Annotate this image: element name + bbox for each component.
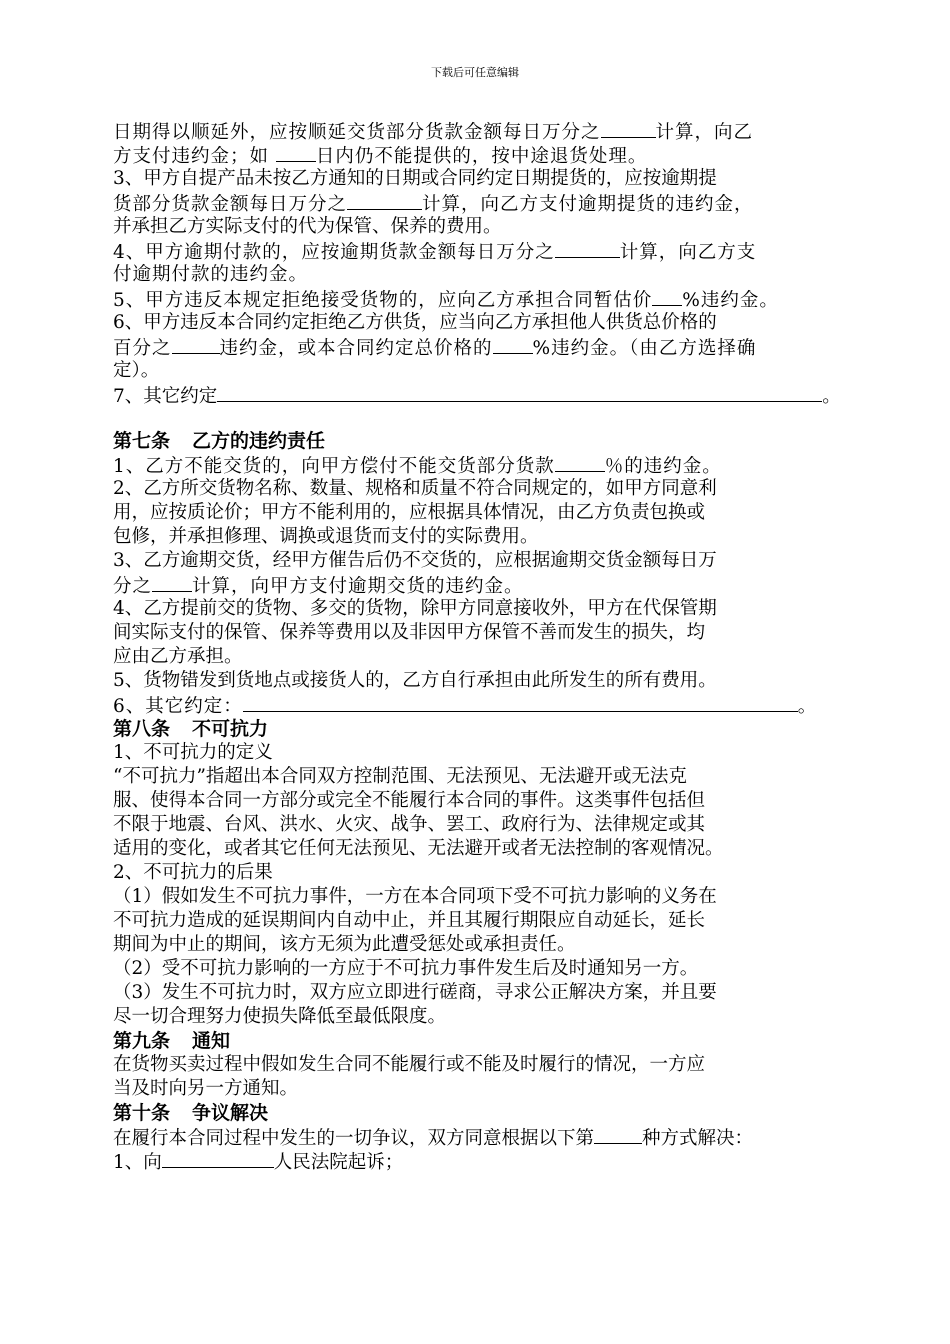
- section-gap: [113, 407, 853, 429]
- document-line: [113, 1149, 853, 1173]
- document-line: [113, 191, 853, 215]
- line-text: 2、不可抗力的后果: [113, 862, 273, 883]
- document-line: [113, 1125, 853, 1149]
- document-line: [113, 837, 853, 861]
- line-text: 7、其它约定: [113, 386, 218, 407]
- fill-in-blank[interactable]: [243, 693, 798, 712]
- line-text: 服、使得本合同一方部分或完全不能履行本合同的事件。这类事件包括但: [113, 790, 706, 811]
- section-title: 乙方的违约责任: [192, 430, 326, 452]
- fill-in-blank[interactable]: [652, 287, 682, 306]
- document-line: [113, 933, 853, 957]
- fill-in-blank[interactable]: [162, 1149, 274, 1168]
- document-line: [113, 143, 853, 167]
- section-number: 第九条: [113, 1030, 171, 1052]
- line-text: 适用的变化，或者其它任何无法预见、无法避开或者无法控制的客观情况。: [113, 838, 724, 859]
- line-text: 当及时向另一方通知。: [113, 1078, 299, 1099]
- line-text: 计算，向甲方支付逾期交货的违约金。: [192, 576, 524, 597]
- document-line: [113, 861, 853, 885]
- section-title: 通知: [192, 1030, 231, 1052]
- fill-in-blank[interactable]: [217, 383, 822, 402]
- line-text: 6、其它约定：: [113, 696, 243, 717]
- line-text: %违约金。: [682, 290, 779, 311]
- line-text: 方支付违约金；如: [113, 146, 276, 167]
- line-text: ％的违约金。: [604, 456, 722, 477]
- document-line: [113, 1077, 853, 1101]
- line-text: 用，应按质论价；甲方不能利用的，应根据具体情况，由乙方负责包换或: [113, 502, 706, 523]
- line-text: 不限于地震、台风、洪水、火灾、战争、罢工、政府行为、法律规定或其: [113, 814, 706, 835]
- line-text: 计算，向乙方支付逾期提货的违约金，: [422, 194, 754, 215]
- fill-in-blank[interactable]: [152, 573, 192, 592]
- fill-in-blank[interactable]: [555, 239, 620, 258]
- fill-in-blank[interactable]: [276, 143, 316, 162]
- line-text: 并承担乙方实际支付的代为保管、保养的费用。: [113, 216, 502, 237]
- line-text: 。: [822, 386, 841, 407]
- line-text: 百分之: [113, 338, 172, 359]
- line-text: 计算，向乙: [655, 122, 754, 143]
- fill-in-blank[interactable]: [172, 335, 220, 354]
- line-text: %违约金。（由乙方选择确: [532, 338, 757, 359]
- document-line: [113, 477, 853, 501]
- document-line: [113, 669, 853, 693]
- line-text: 种方式解决：: [642, 1128, 754, 1149]
- line-text: 5、货物错发到货地点或接货人的，乙方自行承担由此所发生的所有费用。: [113, 670, 717, 691]
- document-line: [113, 263, 853, 287]
- fill-in-blank[interactable]: [601, 119, 656, 138]
- line-text: 尽一切合理努力使损失降低至最低限度。: [113, 1006, 447, 1027]
- line-text: 付逾期付款的违约金。: [113, 264, 309, 285]
- line-text: 2、乙方所交货物名称、数量、规格和质量不符合同规定的，如甲方同意利: [113, 478, 717, 499]
- document-body: [113, 119, 853, 1173]
- document-line: [113, 981, 853, 1005]
- line-text: 在履行本合同过程中发生的一切争议，双方同意根据以下第: [113, 1128, 595, 1149]
- line-text: 1、乙方不能交货的，向甲方偿付不能交货部分货款: [113, 456, 555, 477]
- line-text: 定）。: [113, 360, 160, 381]
- line-text: 日内仍不能提供的，按中途退货处理。: [315, 146, 648, 167]
- section-heading: [113, 1101, 853, 1125]
- line-text: 包修，并承担修理、调换或退货而支付的实际费用。: [113, 526, 539, 547]
- fill-in-blank[interactable]: [347, 191, 422, 210]
- line-text: 间实际支付的保管、保养等费用以及非因甲方保管不善而发生的损失，均: [113, 622, 706, 643]
- document-line: [113, 789, 853, 813]
- line-text: 应由乙方承担。: [113, 646, 243, 667]
- section-heading: [113, 717, 853, 741]
- line-text: 1、向: [113, 1152, 162, 1173]
- section-heading: [113, 1029, 853, 1053]
- line-text: 人民法院起诉；: [273, 1152, 404, 1173]
- section-title: 不可抗力: [192, 718, 269, 740]
- line-text: 4、乙方提前交的货物、多交的货物，除甲方同意接收外，甲方在代保管期: [113, 598, 717, 619]
- section-title: 争议解决: [192, 1102, 269, 1124]
- document-line: [113, 621, 853, 645]
- document-line: [113, 645, 853, 669]
- document-line: [113, 215, 853, 239]
- line-text: 计算，向乙方支: [619, 242, 757, 263]
- document-line: [113, 693, 853, 717]
- line-text: 4、甲方逾期付款的，应按逾期货款金额每日万分之: [113, 242, 555, 263]
- document-line: [113, 453, 853, 477]
- document-line: [113, 885, 853, 909]
- document-line: [113, 501, 853, 525]
- line-text: “不可抗力”指超出本合同双方控制范围、无法预见、无法避开或无法克: [113, 766, 687, 787]
- document-line: [113, 741, 853, 765]
- document-line: [113, 525, 853, 549]
- document-line: [113, 549, 853, 573]
- section-number: 第十条: [113, 1102, 171, 1124]
- line-text: 3、乙方逾期交货，经甲方催告后仍不交货的，应根据逾期交货金额每日万: [113, 550, 717, 571]
- document-line: [113, 359, 853, 383]
- line-text: 3、甲方自提产品未按乙方通知的日期或合同约定日期提货的，应按逾期提: [113, 168, 717, 189]
- line-text: 违约金，或本合同约定总价格的: [219, 338, 493, 359]
- document-line: [113, 813, 853, 837]
- line-text: 1、不可抗力的定义: [113, 742, 273, 763]
- document-line: [113, 239, 853, 263]
- page-header: 下载后可任意编辑: [431, 66, 519, 79]
- document-line: [113, 1053, 853, 1077]
- document-line: [113, 335, 853, 359]
- document-line: [113, 1005, 853, 1029]
- line-text: 在货物买卖过程中假如发生合同不能履行或不能及时履行的情况，一方应: [113, 1054, 706, 1075]
- fill-in-blank[interactable]: [594, 1125, 642, 1144]
- line-text: 不可抗力造成的延误期间内自动中止，并且其履行期限应自动延长，延长: [113, 910, 706, 931]
- document-line: [113, 573, 853, 597]
- fill-in-blank[interactable]: [555, 453, 605, 472]
- document-line: [113, 167, 853, 191]
- section-number: 第七条: [113, 430, 171, 452]
- document-line: [113, 287, 853, 311]
- line-text: 分之: [113, 576, 153, 597]
- document-line: [113, 119, 853, 143]
- fill-in-blank[interactable]: [493, 335, 533, 354]
- section-number: 第八条: [113, 718, 171, 740]
- line-text: 期间为中止的期间，该方无须为此遭受惩处或承担责任。: [113, 934, 576, 955]
- line-text: 。: [797, 696, 818, 717]
- document-line: [113, 311, 853, 335]
- document-line: [113, 765, 853, 789]
- line-text: 日期得以顺延外，应按顺延交货部分货款金额每日万分之: [113, 122, 601, 143]
- line-text: 5、甲方违反本规定拒绝接受货物的，应向乙方承担合同暂估价: [113, 290, 653, 311]
- line-text: （2）受不可抗力影响的一方应于不可抗力事件发生后及时通知另一方。: [113, 958, 699, 979]
- document-line: [113, 597, 853, 621]
- document-line: [113, 957, 853, 981]
- line-text: （3）发生不可抗力时，双方应立即进行磋商，寻求公正解决方案，并且要: [113, 982, 717, 1003]
- document-line: [113, 909, 853, 933]
- section-heading: [113, 429, 853, 453]
- line-text: （1）假如发生不可抗力事件，一方在本合同项下受不可抗力影响的义务在: [113, 886, 717, 907]
- line-text: 货部分货款金额每日万分之: [113, 194, 348, 215]
- line-text: 6、甲方违反本合同约定拒绝乙方供货，应当向乙方承担他人供货总价格的: [113, 312, 717, 333]
- document-line: [113, 383, 853, 407]
